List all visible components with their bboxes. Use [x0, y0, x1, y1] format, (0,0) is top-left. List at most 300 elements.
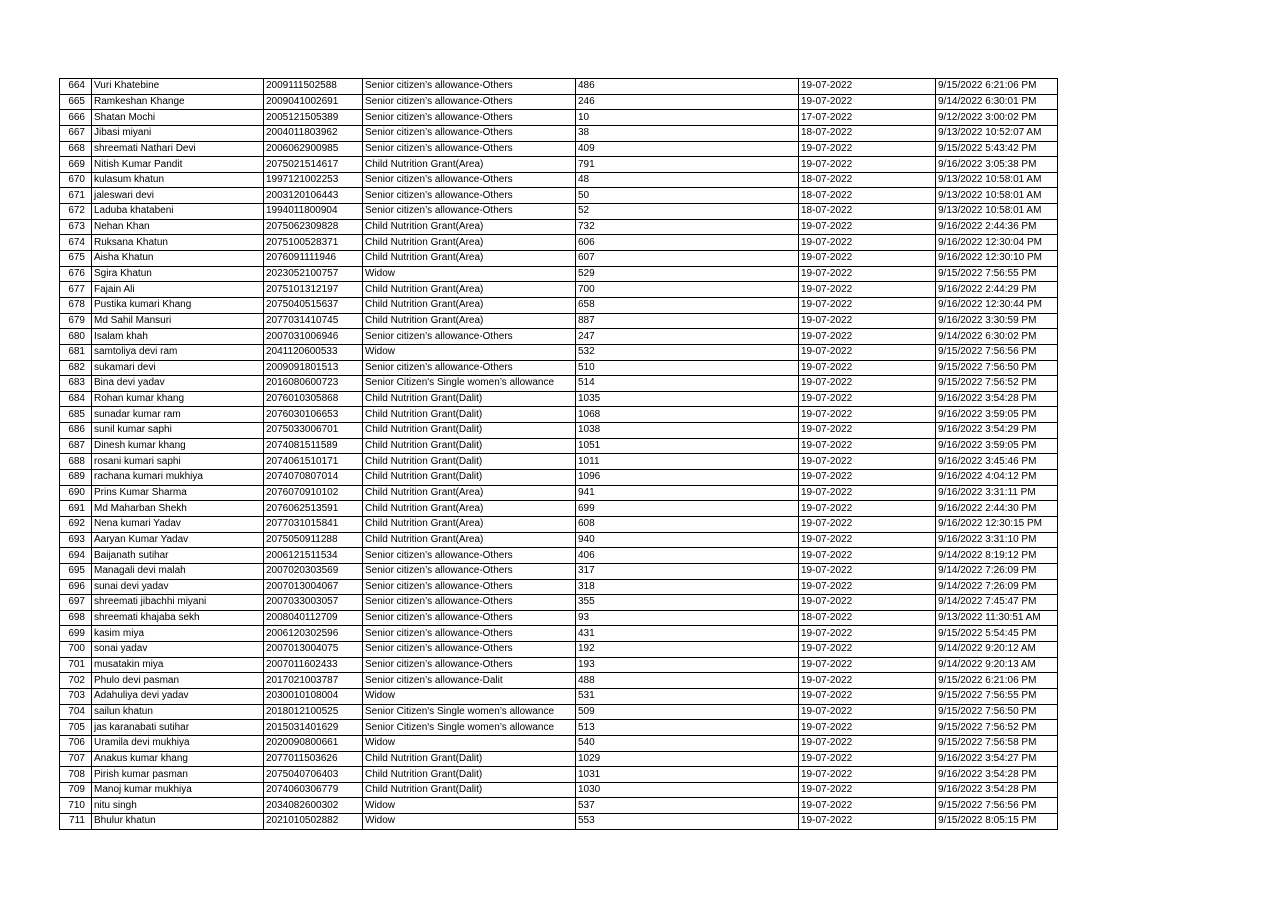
table-row	[60, 579, 1058, 595]
id-number-cell: 2007033003057	[264, 595, 363, 611]
id-number-cell: 2007011602433	[264, 657, 363, 673]
serial-number-cell: 674	[60, 235, 92, 251]
serial-number-cell: 707	[60, 751, 92, 767]
allowance-type-cell: Child Nutrition Grant(Dalit)	[363, 782, 576, 798]
allowance-type-cell: Senior citizen’s allowance-Others	[363, 204, 576, 220]
name-cell: rachana kumari mukhiya	[92, 470, 264, 486]
name-cell: sunil kumar saphi	[92, 423, 264, 439]
name-cell: Manoj kumar mukhiya	[92, 782, 264, 798]
name-cell: Vuri Khatebine	[92, 79, 264, 95]
serial-number-cell: 673	[60, 219, 92, 235]
allowance-type-cell: Widow	[363, 344, 576, 360]
code-cell: 608	[576, 516, 799, 532]
code-cell: 658	[576, 297, 799, 313]
id-number-cell: 2041120600533	[264, 344, 363, 360]
date-cell: 19-07-2022	[799, 814, 936, 830]
date-cell: 19-07-2022	[799, 360, 936, 376]
id-number-cell: 1997121002253	[264, 172, 363, 188]
timestamp-cell: 9/14/2022 6:30:01 PM	[936, 94, 1058, 110]
code-cell: 1029	[576, 751, 799, 767]
id-number-cell: 2015031401629	[264, 720, 363, 736]
allowance-type-cell: Child Nutrition Grant(Area)	[363, 282, 576, 298]
timestamp-cell: 9/15/2022 8:05:15 PM	[936, 814, 1058, 830]
id-number-cell: 2075040515637	[264, 297, 363, 313]
code-cell: 941	[576, 485, 799, 501]
allowance-type-cell: Senior citizen’s allowance-Others	[363, 610, 576, 626]
serial-number-cell: 699	[60, 626, 92, 642]
serial-number-cell: 700	[60, 642, 92, 658]
serial-number-cell: 665	[60, 94, 92, 110]
table-row	[60, 313, 1058, 329]
date-cell: 19-07-2022	[799, 235, 936, 251]
serial-number-cell: 689	[60, 470, 92, 486]
timestamp-cell: 9/14/2022 8:19:12 PM	[936, 548, 1058, 564]
date-cell: 19-07-2022	[799, 454, 936, 470]
name-cell: sunadar kumar ram	[92, 407, 264, 423]
code-cell: 431	[576, 626, 799, 642]
date-cell: 19-07-2022	[799, 563, 936, 579]
timestamp-cell: 9/13/2022 11:30:51 AM	[936, 610, 1058, 626]
timestamp-cell: 9/15/2022 5:43:42 PM	[936, 141, 1058, 157]
allowance-type-cell: Child Nutrition Grant(Dalit)	[363, 767, 576, 783]
date-cell: 19-07-2022	[799, 751, 936, 767]
allowance-type-cell: Widow	[363, 735, 576, 751]
date-cell: 19-07-2022	[799, 548, 936, 564]
id-number-cell: 2076010305868	[264, 391, 363, 407]
code-cell: 246	[576, 94, 799, 110]
timestamp-cell: 9/15/2022 6:21:06 PM	[936, 79, 1058, 95]
date-cell: 19-07-2022	[799, 266, 936, 282]
table-row	[60, 110, 1058, 126]
serial-number-cell: 684	[60, 391, 92, 407]
serial-number-cell: 688	[60, 454, 92, 470]
timestamp-cell: 9/15/2022 6:21:06 PM	[936, 673, 1058, 689]
table-row	[60, 94, 1058, 110]
table-row	[60, 344, 1058, 360]
allowance-type-cell: Child Nutrition Grant(Dalit)	[363, 391, 576, 407]
serial-number-cell: 694	[60, 548, 92, 564]
id-number-cell: 2021010502882	[264, 814, 363, 830]
date-cell: 19-07-2022	[799, 470, 936, 486]
allowance-type-cell: Child Nutrition Grant(Area)	[363, 313, 576, 329]
table-row	[60, 251, 1058, 267]
name-cell: Sgira Khatun	[92, 266, 264, 282]
timestamp-cell: 9/16/2022 3:45:46 PM	[936, 454, 1058, 470]
id-number-cell: 2030010108004	[264, 688, 363, 704]
date-cell: 19-07-2022	[799, 767, 936, 783]
table-row	[60, 329, 1058, 345]
date-cell: 19-07-2022	[799, 313, 936, 329]
code-cell: 1051	[576, 438, 799, 454]
name-cell: Bina devi yadav	[92, 376, 264, 392]
timestamp-cell: 9/15/2022 7:56:56 PM	[936, 344, 1058, 360]
serial-number-cell: 678	[60, 297, 92, 313]
date-cell: 19-07-2022	[799, 501, 936, 517]
serial-number-cell: 702	[60, 673, 92, 689]
code-cell: 887	[576, 313, 799, 329]
date-cell: 19-07-2022	[799, 391, 936, 407]
allowance-type-cell: Senior citizen’s allowance-Others	[363, 329, 576, 345]
date-cell: 18-07-2022	[799, 610, 936, 626]
id-number-cell: 2034082600302	[264, 798, 363, 814]
serial-number-cell: 669	[60, 157, 92, 173]
date-cell: 17-07-2022	[799, 110, 936, 126]
id-number-cell: 2074061510171	[264, 454, 363, 470]
code-cell: 514	[576, 376, 799, 392]
code-cell: 409	[576, 141, 799, 157]
serial-number-cell: 703	[60, 688, 92, 704]
timestamp-cell: 9/15/2022 7:56:55 PM	[936, 266, 1058, 282]
code-cell: 486	[576, 79, 799, 95]
serial-number-cell: 690	[60, 485, 92, 501]
table-row	[60, 626, 1058, 642]
serial-number-cell: 698	[60, 610, 92, 626]
code-cell: 52	[576, 204, 799, 220]
timestamp-cell: 9/16/2022 3:59:05 PM	[936, 407, 1058, 423]
beneficiary-table	[59, 78, 1058, 830]
timestamp-cell: 9/16/2022 3:54:29 PM	[936, 423, 1058, 439]
serial-number-cell: 706	[60, 735, 92, 751]
code-cell: 537	[576, 798, 799, 814]
date-cell: 19-07-2022	[799, 376, 936, 392]
name-cell: Isalam khah	[92, 329, 264, 345]
name-cell: kulasum khatun	[92, 172, 264, 188]
name-cell: Rohan kumar khang	[92, 391, 264, 407]
date-cell: 19-07-2022	[799, 485, 936, 501]
id-number-cell: 2009091801513	[264, 360, 363, 376]
table-row	[60, 720, 1058, 736]
id-number-cell: 2007013004075	[264, 642, 363, 658]
code-cell: 93	[576, 610, 799, 626]
allowance-type-cell: Widow	[363, 266, 576, 282]
date-cell: 18-07-2022	[799, 204, 936, 220]
timestamp-cell: 9/15/2022 5:54:45 PM	[936, 626, 1058, 642]
timestamp-cell: 9/16/2022 2:44:36 PM	[936, 219, 1058, 235]
table-row	[60, 657, 1058, 673]
timestamp-cell: 9/16/2022 4:04:12 PM	[936, 470, 1058, 486]
code-cell: 553	[576, 814, 799, 830]
code-cell: 318	[576, 579, 799, 595]
timestamp-cell: 9/16/2022 3:30:59 PM	[936, 313, 1058, 329]
table-row	[60, 79, 1058, 95]
timestamp-cell: 9/16/2022 3:31:11 PM	[936, 485, 1058, 501]
date-cell: 19-07-2022	[799, 344, 936, 360]
name-cell: sonai yadav	[92, 642, 264, 658]
timestamp-cell: 9/16/2022 12:30:10 PM	[936, 251, 1058, 267]
id-number-cell: 2074081511589	[264, 438, 363, 454]
serial-number-cell: 681	[60, 344, 92, 360]
date-cell: 19-07-2022	[799, 642, 936, 658]
code-cell: 513	[576, 720, 799, 736]
id-number-cell: 2007031006946	[264, 329, 363, 345]
name-cell: Nena kumari Yadav	[92, 516, 264, 532]
table-row	[60, 767, 1058, 783]
name-cell: Adahuliya devi yadav	[92, 688, 264, 704]
code-cell: 38	[576, 125, 799, 141]
date-cell: 19-07-2022	[799, 595, 936, 611]
table-row	[60, 157, 1058, 173]
serial-number-cell: 682	[60, 360, 92, 376]
allowance-type-cell: Child Nutrition Grant(Area)	[363, 251, 576, 267]
timestamp-cell: 9/15/2022 7:56:50 PM	[936, 704, 1058, 720]
name-cell: Fajain Ali	[92, 282, 264, 298]
serial-number-cell: 683	[60, 376, 92, 392]
date-cell: 19-07-2022	[799, 219, 936, 235]
code-cell: 531	[576, 688, 799, 704]
name-cell: Baijanath sutihar	[92, 548, 264, 564]
allowance-type-cell: Senior citizen’s allowance-Dalit	[363, 673, 576, 689]
id-number-cell: 2077011503626	[264, 751, 363, 767]
code-cell: 607	[576, 251, 799, 267]
date-cell: 18-07-2022	[799, 125, 936, 141]
timestamp-cell: 9/13/2022 10:58:01 AM	[936, 188, 1058, 204]
code-cell: 791	[576, 157, 799, 173]
id-number-cell: 2023052100757	[264, 266, 363, 282]
date-cell: 19-07-2022	[799, 532, 936, 548]
allowance-type-cell: Child Nutrition Grant(Dalit)	[363, 407, 576, 423]
code-cell: 193	[576, 657, 799, 673]
name-cell: sunai devi yadav	[92, 579, 264, 595]
table-row	[60, 282, 1058, 298]
table-row	[60, 235, 1058, 251]
timestamp-cell: 9/14/2022 7:26:09 PM	[936, 563, 1058, 579]
timestamp-cell: 9/16/2022 3:54:28 PM	[936, 782, 1058, 798]
code-cell: 1030	[576, 782, 799, 798]
code-cell: 540	[576, 735, 799, 751]
serial-number-cell: 664	[60, 79, 92, 95]
id-number-cell: 2074060306779	[264, 782, 363, 798]
name-cell: Phulo devi pasman	[92, 673, 264, 689]
table-row	[60, 610, 1058, 626]
date-cell: 19-07-2022	[799, 657, 936, 673]
allowance-type-cell: Senior citizen’s allowance-Others	[363, 579, 576, 595]
serial-number-cell: 691	[60, 501, 92, 517]
code-cell: 732	[576, 219, 799, 235]
serial-number-cell: 697	[60, 595, 92, 611]
allowance-type-cell: Child Nutrition Grant(Area)	[363, 297, 576, 313]
name-cell: Aaryan Kumar Yadav	[92, 532, 264, 548]
serial-number-cell: 668	[60, 141, 92, 157]
id-number-cell: 2076091111946	[264, 251, 363, 267]
date-cell: 19-07-2022	[799, 79, 936, 95]
allowance-type-cell: Child Nutrition Grant(Area)	[363, 219, 576, 235]
table-row	[60, 376, 1058, 392]
allowance-type-cell: Senior citizen’s allowance-Others	[363, 141, 576, 157]
table-row	[60, 423, 1058, 439]
allowance-type-cell: Senior citizen’s allowance-Others	[363, 626, 576, 642]
name-cell: shreemati khajaba sekh	[92, 610, 264, 626]
table-row	[60, 391, 1058, 407]
name-cell: sailun khatun	[92, 704, 264, 720]
allowance-type-cell: Senior Citizen's Single women’s allowance	[363, 704, 576, 720]
date-cell: 19-07-2022	[799, 329, 936, 345]
id-number-cell: 2075062309828	[264, 219, 363, 235]
allowance-type-cell: Senior citizen’s allowance-Others	[363, 642, 576, 658]
name-cell: Managali devi malah	[92, 563, 264, 579]
timestamp-cell: 9/14/2022 7:45:47 PM	[936, 595, 1058, 611]
serial-number-cell: 685	[60, 407, 92, 423]
timestamp-cell: 9/16/2022 3:54:27 PM	[936, 751, 1058, 767]
table-row	[60, 688, 1058, 704]
table-row	[60, 141, 1058, 157]
timestamp-cell: 9/16/2022 12:30:15 PM	[936, 516, 1058, 532]
allowance-type-cell: Child Nutrition Grant(Area)	[363, 157, 576, 173]
allowance-type-cell: Child Nutrition Grant(Area)	[363, 501, 576, 517]
code-cell: 700	[576, 282, 799, 298]
name-cell: Aisha Khatun	[92, 251, 264, 267]
date-cell: 19-07-2022	[799, 782, 936, 798]
date-cell: 19-07-2022	[799, 688, 936, 704]
timestamp-cell: 9/14/2022 9:20:12 AM	[936, 642, 1058, 658]
date-cell: 19-07-2022	[799, 579, 936, 595]
timestamp-cell: 9/14/2022 6:30:02 PM	[936, 329, 1058, 345]
allowance-type-cell: Senior citizen’s allowance-Others	[363, 94, 576, 110]
table-row	[60, 266, 1058, 282]
code-cell: 355	[576, 595, 799, 611]
id-number-cell: 2006121511534	[264, 548, 363, 564]
code-cell: 940	[576, 532, 799, 548]
code-cell: 699	[576, 501, 799, 517]
date-cell: 19-07-2022	[799, 720, 936, 736]
allowance-type-cell: Child Nutrition Grant(Dalit)	[363, 470, 576, 486]
date-cell: 19-07-2022	[799, 297, 936, 313]
name-cell: musatakin miya	[92, 657, 264, 673]
table-row	[60, 438, 1058, 454]
name-cell: shreemati Nathari Devi	[92, 141, 264, 157]
date-cell: 19-07-2022	[799, 141, 936, 157]
date-cell: 19-07-2022	[799, 438, 936, 454]
serial-number-cell: 701	[60, 657, 92, 673]
date-cell: 19-07-2022	[799, 94, 936, 110]
code-cell: 532	[576, 344, 799, 360]
name-cell: kasim miya	[92, 626, 264, 642]
table-row	[60, 188, 1058, 204]
table-row	[60, 704, 1058, 720]
serial-number-cell: 709	[60, 782, 92, 798]
code-cell: 1011	[576, 454, 799, 470]
table-row	[60, 204, 1058, 220]
name-cell: Ruksana Khatun	[92, 235, 264, 251]
code-cell: 1035	[576, 391, 799, 407]
allowance-type-cell: Child Nutrition Grant(Area)	[363, 532, 576, 548]
id-number-cell: 2076030106653	[264, 407, 363, 423]
id-number-cell: 2075021514617	[264, 157, 363, 173]
timestamp-cell: 9/15/2022 7:56:58 PM	[936, 735, 1058, 751]
table-row	[60, 470, 1058, 486]
name-cell: Anakus kumar khang	[92, 751, 264, 767]
allowance-type-cell: Senior citizen’s allowance-Others	[363, 360, 576, 376]
name-cell: sukamari devi	[92, 360, 264, 376]
code-cell: 1031	[576, 767, 799, 783]
id-number-cell: 2006120302596	[264, 626, 363, 642]
allowance-type-cell: Child Nutrition Grant(Dalit)	[363, 751, 576, 767]
code-cell: 317	[576, 563, 799, 579]
code-cell: 247	[576, 329, 799, 345]
name-cell: Uramila devi mukhiya	[92, 735, 264, 751]
table-row	[60, 172, 1058, 188]
timestamp-cell: 9/13/2022 10:58:01 AM	[936, 172, 1058, 188]
table-row	[60, 735, 1058, 751]
name-cell: Prins Kumar Sharma	[92, 485, 264, 501]
timestamp-cell: 9/15/2022 7:56:52 PM	[936, 720, 1058, 736]
serial-number-cell: 708	[60, 767, 92, 783]
code-cell: 509	[576, 704, 799, 720]
timestamp-cell: 9/16/2022 2:44:30 PM	[936, 501, 1058, 517]
serial-number-cell: 695	[60, 563, 92, 579]
timestamp-cell: 9/16/2022 12:30:04 PM	[936, 235, 1058, 251]
table-row	[60, 751, 1058, 767]
serial-number-cell: 672	[60, 204, 92, 220]
date-cell: 19-07-2022	[799, 282, 936, 298]
table-row	[60, 798, 1058, 814]
allowance-type-cell: Child Nutrition Grant(Area)	[363, 516, 576, 532]
date-cell: 19-07-2022	[799, 251, 936, 267]
code-cell: 406	[576, 548, 799, 564]
id-number-cell: 2074070807014	[264, 470, 363, 486]
serial-number-cell: 693	[60, 532, 92, 548]
name-cell: samtoliya devi ram	[92, 344, 264, 360]
allowance-type-cell: Senior citizen’s allowance-Others	[363, 657, 576, 673]
allowance-type-cell: Senior citizen’s allowance-Others	[363, 110, 576, 126]
name-cell: Bhulur khatun	[92, 814, 264, 830]
table-row	[60, 407, 1058, 423]
allowance-type-cell: Senior Citizen's Single women’s allowance	[363, 720, 576, 736]
allowance-type-cell: Senior citizen’s allowance-Others	[363, 563, 576, 579]
date-cell: 19-07-2022	[799, 798, 936, 814]
name-cell: nitu singh	[92, 798, 264, 814]
name-cell: Jibasi miyani	[92, 125, 264, 141]
id-number-cell: 2008040112709	[264, 610, 363, 626]
serial-number-cell: 679	[60, 313, 92, 329]
id-number-cell: 2009041002691	[264, 94, 363, 110]
serial-number-cell: 667	[60, 125, 92, 141]
code-cell: 606	[576, 235, 799, 251]
table-row	[60, 642, 1058, 658]
name-cell: Md Maharban Shekh	[92, 501, 264, 517]
name-cell: Md Sahil Mansuri	[92, 313, 264, 329]
name-cell: jas karanabati sutihar	[92, 720, 264, 736]
timestamp-cell: 9/16/2022 12:30:44 PM	[936, 297, 1058, 313]
serial-number-cell: 670	[60, 172, 92, 188]
serial-number-cell: 671	[60, 188, 92, 204]
table-row	[60, 219, 1058, 235]
name-cell: jaleswari devi	[92, 188, 264, 204]
allowance-type-cell: Senior citizen’s allowance-Others	[363, 188, 576, 204]
serial-number-cell: 680	[60, 329, 92, 345]
date-cell: 19-07-2022	[799, 157, 936, 173]
timestamp-cell: 9/14/2022 7:26:09 PM	[936, 579, 1058, 595]
table-row	[60, 532, 1058, 548]
allowance-type-cell: Senior citizen’s allowance-Others	[363, 79, 576, 95]
name-cell: Dinesh kumar khang	[92, 438, 264, 454]
allowance-type-cell: Senior citizen’s allowance-Others	[363, 548, 576, 564]
id-number-cell: 2018012100525	[264, 704, 363, 720]
serial-number-cell: 676	[60, 266, 92, 282]
id-number-cell: 2009111502588	[264, 79, 363, 95]
table-row	[60, 782, 1058, 798]
date-cell: 19-07-2022	[799, 423, 936, 439]
id-number-cell: 2075040706403	[264, 767, 363, 783]
timestamp-cell: 9/16/2022 3:54:28 PM	[936, 391, 1058, 407]
table-row	[60, 814, 1058, 830]
id-number-cell: 2007013004067	[264, 579, 363, 595]
date-cell: 19-07-2022	[799, 735, 936, 751]
table-row	[60, 297, 1058, 313]
name-cell: Laduba khatabeni	[92, 204, 264, 220]
date-cell: 19-07-2022	[799, 516, 936, 532]
name-cell: shreemati jibachhi miyani	[92, 595, 264, 611]
timestamp-cell: 9/15/2022 7:56:52 PM	[936, 376, 1058, 392]
